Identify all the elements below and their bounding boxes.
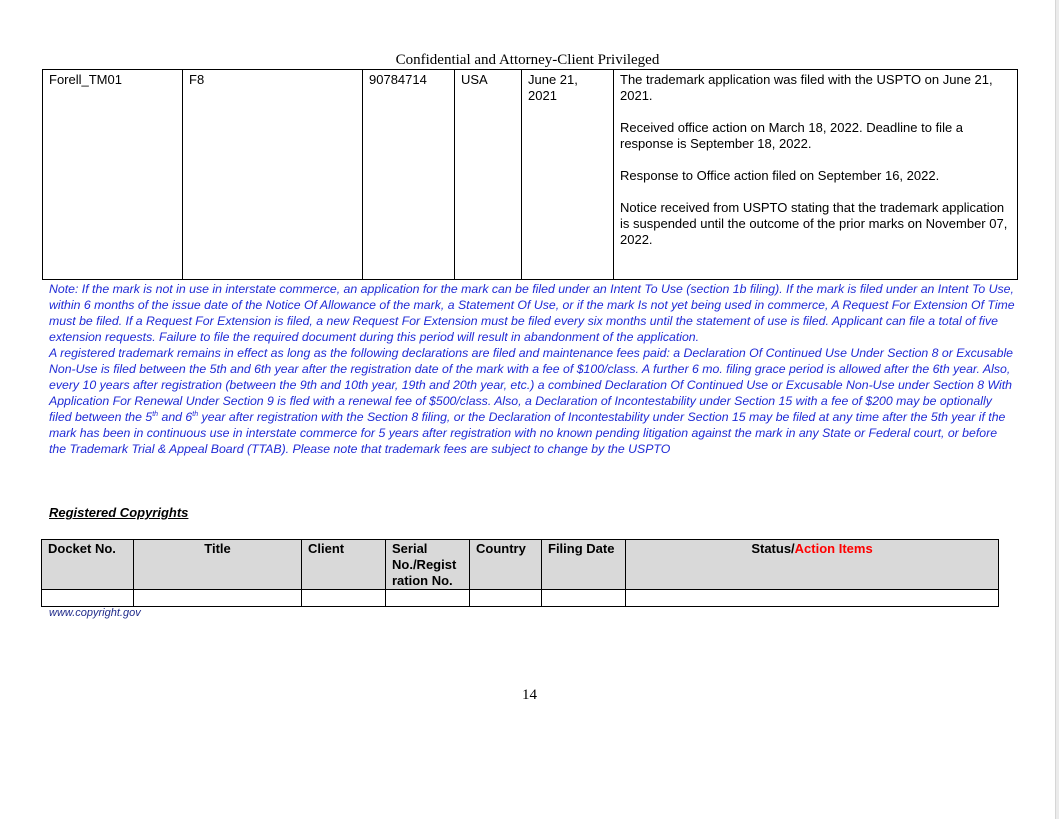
empty-cell	[42, 590, 134, 607]
empty-cell	[386, 590, 470, 607]
table-row	[43, 70, 1018, 280]
copyright-website-link[interactable]: www.copyright.gov	[49, 607, 141, 619]
note-paragraph-intent-to-use: Note: If the mark is not in use in interstate commerce, an application for the mark can be filed under an Intent To Use (section 1b filing). If the mark is filed under an Intent To Use, within 6 months of the issue date of the Notice Of Allowance of the mark, a Statement Of Use, or if the mark Is not yet being used in commerce, A Request For Extension Of Time must be filed. If a Request For Extension is filed, a new Request For Extension must be filed every six months until the statement of use is filed. Applicant can file a total of five extension requests. Failure to file the required document during this period will result in abandonment of the application.	[49, 282, 1015, 344]
table-row	[42, 590, 999, 607]
table-header-row	[42, 540, 999, 590]
class-cell: F8	[183, 70, 363, 280]
docket-cell: Forell_TM01	[43, 70, 183, 280]
column-header-serial: Serial No./Regist ration No.	[386, 540, 470, 590]
superscript: th	[192, 410, 199, 418]
column-header-title: Title	[134, 540, 302, 590]
note-text: and 6	[158, 410, 193, 424]
status-entry: Received office action on March 18, 2022. Deadline to file a response is September 18, 2022.	[620, 120, 964, 151]
status-cell	[614, 70, 1018, 280]
column-header-client: Client	[302, 540, 386, 590]
copyrights-table	[41, 539, 999, 607]
empty-cell	[134, 590, 302, 607]
status-entry: Response to Office action filed on September 16, 2022.	[620, 168, 940, 183]
note-text: A registered trademark remains in effect as long as the following declarations are filed and maintenance fees paid: a Declaration Of Continued Use Under Section 8 or Excusable Non-Use is filed between the 5th and 6th year after the registration date of the mark with a fee of $100/class. A further 6 mo. filing grace period is allowed after the 6th year. Also, every 10 years after registration (between the 9th and 10th year, 19th and 20th year, etc.) a combined Declaration Of Continued Use or Excusable Non-Use under Section 8 With Application For Renewal Under Section 9 is fled with a renewal fee of $500/class. Also, a Declaration of Incontestability under Section 15 with a fee of $200 may be optionally filed between the 5	[49, 346, 1014, 424]
superscript: th	[152, 410, 159, 418]
note-paragraph-maintenance	[49, 345, 1017, 457]
serial-cell: 90784714	[363, 70, 455, 280]
column-header-country: Country	[470, 540, 542, 590]
empty-cell	[302, 590, 386, 607]
page-number: 14	[522, 687, 537, 703]
status-label: Status/	[751, 541, 795, 556]
action-items-label: Action Items	[794, 541, 873, 556]
filing-date-cell: June 21, 2021	[522, 70, 614, 280]
confidential-header: Confidential and Attorney-Client Privileged	[395, 52, 660, 68]
trademark-table	[42, 69, 1018, 280]
empty-cell	[626, 590, 999, 607]
column-header-filing-date: Filing Date	[542, 540, 626, 590]
status-entry: Notice received from USPTO stating that the trademark application is suspended until the outcome of the prior marks on November 07, 2022.	[620, 200, 1008, 247]
empty-cell	[470, 590, 542, 607]
status-entry: The trademark application was filed with the USPTO on June 21, 2021.	[620, 72, 993, 103]
copyrights-heading: Registered Copyrights	[49, 505, 189, 520]
empty-cell	[542, 590, 626, 607]
column-header-status	[626, 540, 999, 590]
country-cell: USA	[455, 70, 522, 280]
trademark-note	[49, 281, 1017, 457]
note-text: year after registration with the Section 8 filing, or the Declaration of Incontestability under Section 15 may be filed at any time after the 5th year if the mark has been in continuous use in interstate commerce for 5 years after registration with no known pending litigation against the mark in any State or Federal court, or before the Trademark Trial & Appeal Board (TTAB). Please note that trademark fees are subject to change by the USPTO	[49, 410, 1006, 456]
column-header-docket: Docket No.	[42, 540, 134, 590]
